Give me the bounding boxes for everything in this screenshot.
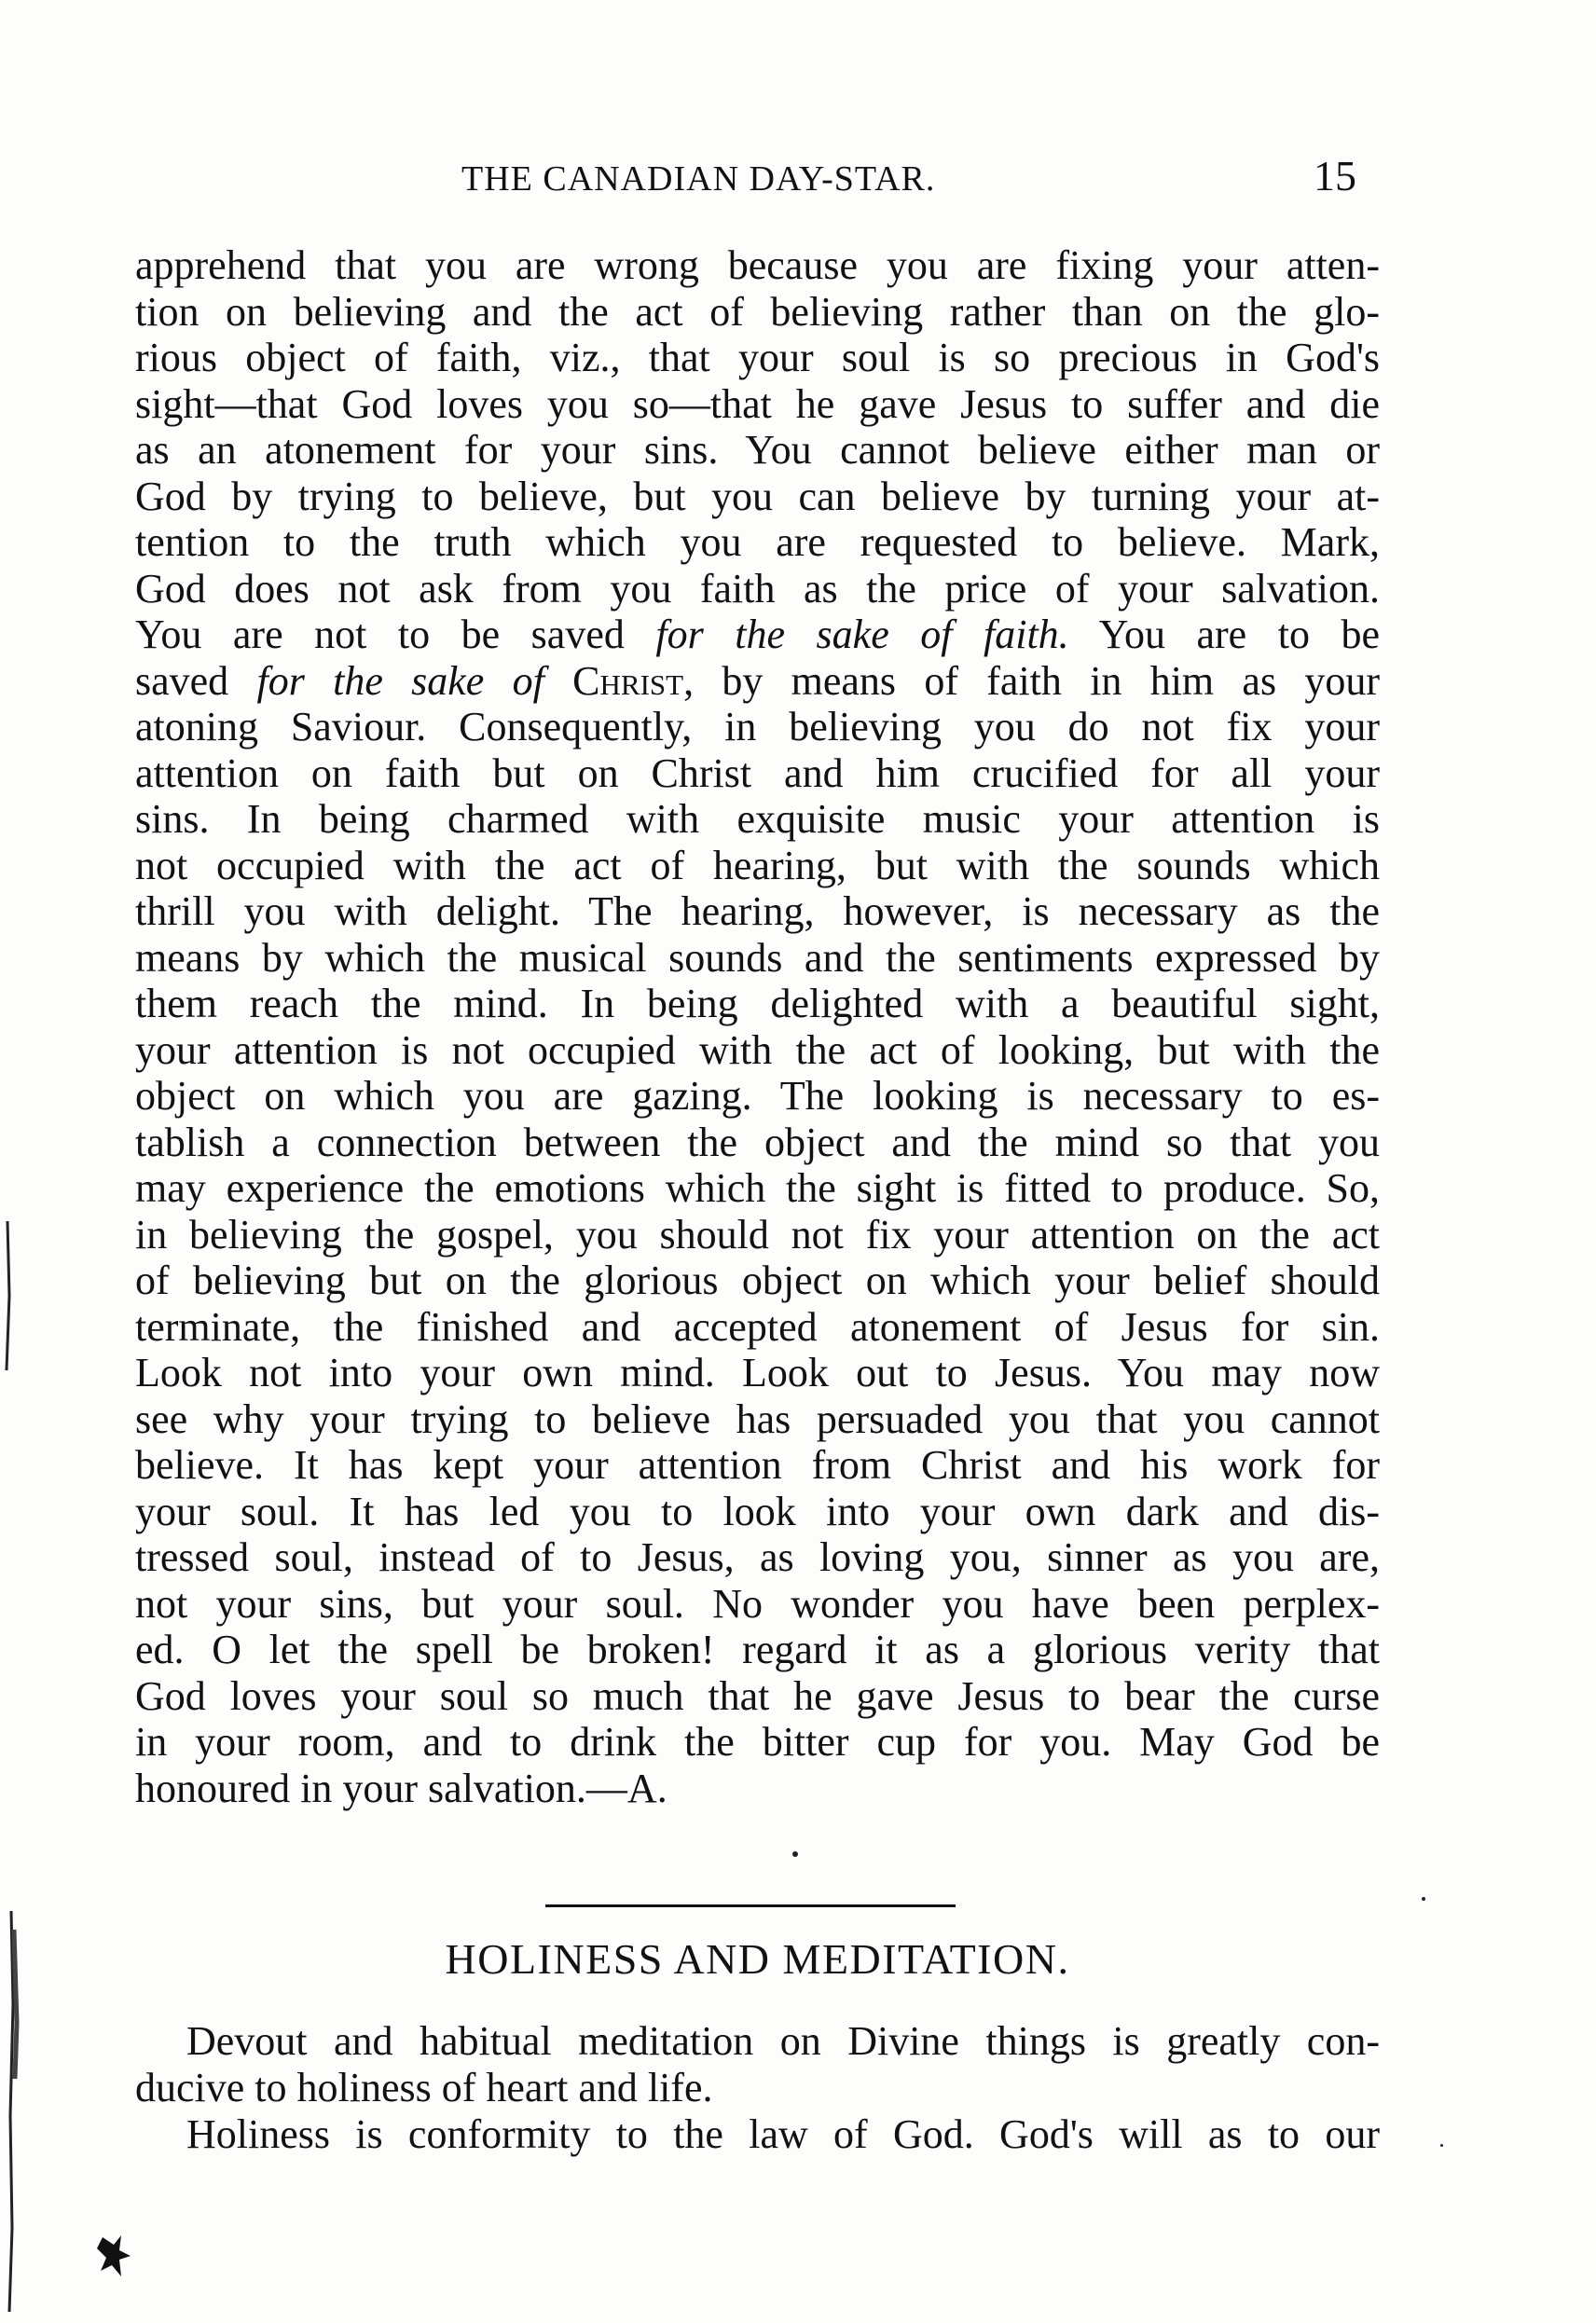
running-title: THE CANADIAN DAY-STAR. xyxy=(461,159,936,199)
text-line: believe. It has kept your attention from Christ and his work for xyxy=(135,1442,1380,1488)
text-line: terminate, the finished and accepted atonement of Jesus for sin. xyxy=(135,1303,1380,1350)
page-number: 15 xyxy=(1314,152,1356,199)
text-line-last: honoured in your salvation.—A. xyxy=(135,1765,667,1811)
ornament-icon xyxy=(93,2228,140,2284)
text-line: not your sins, but your soul. No wonder you have been perplex- xyxy=(135,1580,1380,1627)
text-line: them reach the mind. In being delighted with a beautiful sight, xyxy=(135,981,1380,1026)
text-line: Look not into your own mind. Look out to Jesus. You may now xyxy=(135,1350,1380,1395)
ink-speck xyxy=(792,1851,798,1857)
italic-phrase: for the sake of xyxy=(256,657,544,704)
text-line: sins. In being charmed with exquisite music your attention is xyxy=(135,796,1380,842)
text-line: tablish a connection between the object and the mind so that you xyxy=(135,1119,1380,1165)
section-divider xyxy=(545,1904,956,1907)
text-line: rious object of faith, viz., that your soul is so precious in God's xyxy=(135,335,1380,380)
paragraph-last-line: ducive to holiness of heart and life. xyxy=(135,2065,713,2110)
small-caps-name: Christ xyxy=(572,657,684,704)
text-line: see why your trying to believe has persuaded you that you cannot xyxy=(135,1395,1380,1442)
running-head xyxy=(461,151,1356,207)
text-line-mixed xyxy=(135,658,1380,705)
text-line: tressed soul, instead of to Jesus, as loving you, sinner as you are, xyxy=(135,1534,1380,1580)
text-line: ed. O let the spell be broken! regard it as a glorious verity that xyxy=(135,1627,1380,1672)
text-line: of believing but on the glorious object on which your belief should xyxy=(135,1258,1380,1303)
paragraph-first-line: Devout and habitual meditation on Divine things is greatly con- xyxy=(186,2018,1380,2064)
text-line: attention on faith but on Christ and him crucified for all your xyxy=(135,749,1380,796)
text-line: not occupied with the act of hearing, but with the sounds which xyxy=(135,842,1380,888)
text-segment: saved xyxy=(135,657,229,704)
text-segment: , by means of faith in him as your xyxy=(683,657,1380,704)
text-line: atoning Saviour. Consequently, in believing you do not fix your xyxy=(135,704,1380,749)
text-line: God does not ask from you faith as the price of your salvation. xyxy=(135,565,1380,612)
ink-speck xyxy=(1422,1897,1425,1901)
text-segment: You are not to be saved xyxy=(135,612,625,657)
text-line: your attention is not occupied with the act of looking, but with the xyxy=(135,1026,1380,1073)
article-body xyxy=(135,242,1380,1811)
text-line: means by which the musical sounds and the sentiments expressed by xyxy=(135,934,1380,981)
text-segment: You are to be xyxy=(1098,612,1380,657)
text-line: God loves your soul so much that he gave Jesus to bear the curse xyxy=(135,1672,1380,1719)
text-line: as an atonement for your sins. You cannot believe either man or xyxy=(135,427,1380,473)
text-line: sight—that God loves you so—that he gave Jesus to suffer and die xyxy=(135,380,1380,427)
text-line: in believing the gospel, you should not fix your attention on the act xyxy=(135,1211,1380,1258)
binding-edge-mark xyxy=(0,1184,21,2321)
text-line: tention to the truth which you are requested to believe. Mark, xyxy=(135,519,1380,565)
text-line: God by trying to believe, but you can believe by turning your at- xyxy=(135,473,1380,519)
text-line: your soul. It has led you to look into your own dark and dis- xyxy=(135,1488,1380,1534)
text-line: tion on believing and the act of believing rather than on the glo- xyxy=(135,288,1380,335)
text-line: thrill you with delight. The hearing, however, is necessary as the xyxy=(135,888,1380,934)
text-line: object on which you are gazing. The looking is necessary to es- xyxy=(135,1073,1380,1119)
paragraph-first-line: Holiness is conformity to the law of God. God's will as to our xyxy=(186,2111,1380,2157)
ink-speck xyxy=(1440,2144,1443,2147)
text-line: may experience the emotions which the sight is fitted to produce. So, xyxy=(135,1165,1380,1211)
section-heading: HOLINESS AND MEDITATION. xyxy=(445,1935,1070,1983)
text-line: in your room, and to drink the bitter cup for you. May God be xyxy=(135,1719,1380,1765)
text-line-mixed xyxy=(135,612,1380,658)
section-body xyxy=(135,2018,1380,2158)
italic-phrase: for the sake of faith. xyxy=(655,612,1069,657)
text-line: apprehend that you are wrong because you are fixing your atten- xyxy=(135,242,1380,288)
